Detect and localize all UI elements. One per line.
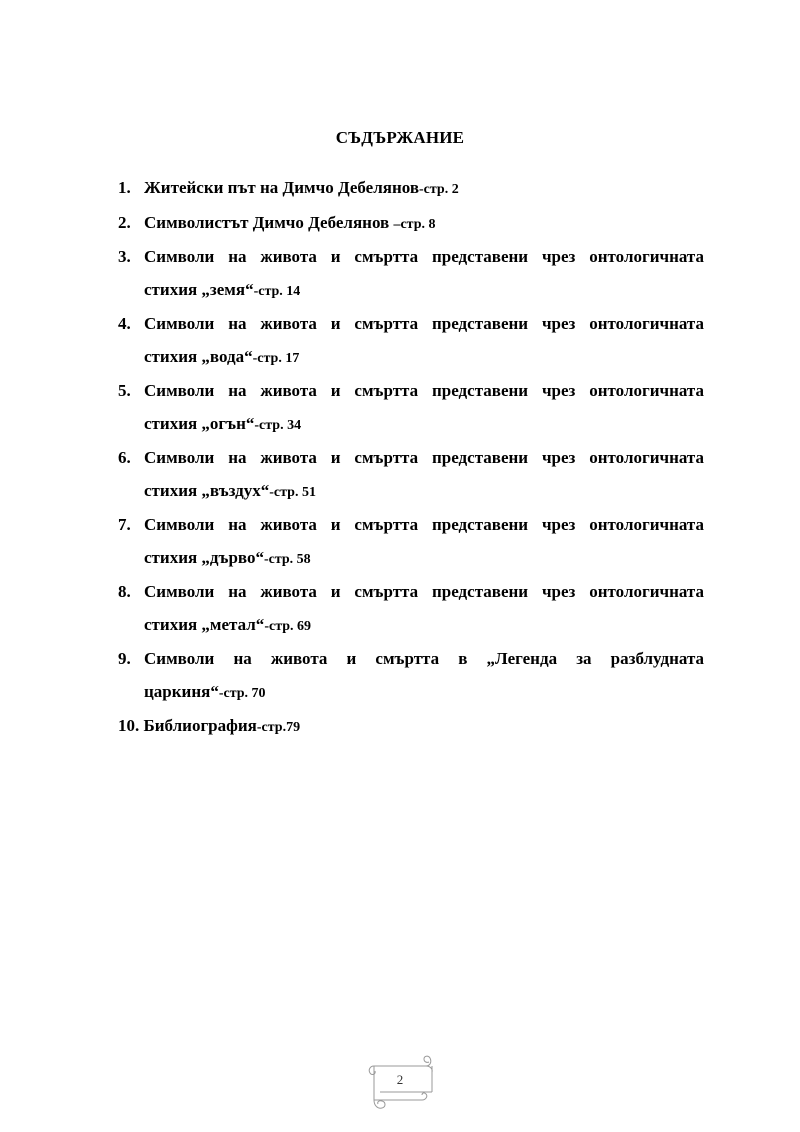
table-of-contents [118, 172, 704, 745]
toc-entry-title-line1: Символи на живота и смъртта представени чрез онтологичната [144, 314, 704, 333]
toc-entry-title-line2: стихия „огън“ [144, 413, 255, 433]
toc-entry-7 [118, 509, 704, 576]
toc-entry-number: 4. [118, 314, 131, 333]
toc-entry-8 [118, 576, 704, 643]
toc-entry-page-ref: -стр.79 [256, 720, 301, 735]
toc-entry-4 [118, 308, 704, 375]
toc-entry-title: Житейски път на Димчо Дебелянов [144, 178, 419, 197]
toc-entry-2 [118, 207, 704, 242]
toc-entry-title-line2: стихия „метал“ [144, 614, 265, 634]
toc-entry-5 [118, 375, 704, 442]
toc-entry-number: 6. [118, 448, 131, 467]
toc-entry-title-line1: Символи на живота и смъртта представени чрез онтологичната [144, 582, 704, 601]
toc-entry-number: 7. [118, 515, 131, 534]
toc-entry-title-line2: стихия „земя“ [144, 279, 254, 299]
toc-entry-title-line2: царкиня“ [144, 681, 219, 701]
toc-entry-title-line1: Символи на живота и смъртта представени чрез онтологичната [144, 247, 704, 266]
toc-entry-title-line1: Символи на живота и смъртта в „Легенда за разблудната [144, 649, 704, 668]
toc-entry-number: 10. [118, 716, 140, 735]
toc-entry-3 [118, 241, 704, 308]
toc-entry-page-ref: -стр. 34 [254, 417, 302, 433]
toc-entry-page-ref: -стр. 69 [264, 618, 312, 634]
toc-entry-number: 3. [118, 247, 131, 266]
toc-entry-6 [118, 442, 704, 509]
toc-entry-10 [118, 710, 704, 745]
toc-entry-title: Символистът Димчо Дебелянов [144, 212, 394, 232]
toc-entry-number: 5. [118, 381, 131, 400]
page-number: 2 [396, 1072, 404, 1087]
toc-entry-1 [118, 172, 704, 207]
toc-entry-page-ref: -стр. 51 [269, 484, 316, 500]
toc-entry-title-line2: стихия „вода“ [144, 346, 253, 366]
page-number-scroll [360, 1054, 440, 1112]
toc-entry-number: 2. [118, 212, 131, 232]
page-title: СЪДЪРЖАНИЕ [335, 128, 465, 147]
toc-entry-title-line2: стихия „въздух“ [144, 480, 270, 500]
toc-entry-title-line1: Символи на живота и смъртта представени чрез онтологичната [144, 515, 704, 534]
toc-entry-page-ref: -стр. 17 [252, 350, 300, 366]
toc-entry-page-ref: -стр. 2 [419, 182, 459, 197]
toc-entry-page-ref: -стр. 70 [218, 685, 266, 701]
toc-entry-page-ref: -стр. 14 [253, 283, 301, 299]
toc-entry-title: Библиография [143, 716, 257, 735]
toc-entry-9 [118, 643, 704, 710]
toc-entry-page-ref: –стр. 8 [393, 216, 436, 232]
toc-entry-number: 8. [118, 582, 131, 601]
toc-entry-title-line1: Символи на живота и смъртта представени чрез онтологичната [144, 448, 704, 467]
toc-entry-page-ref: -стр. 58 [263, 551, 311, 567]
toc-entry-number: 1. [118, 178, 131, 197]
toc-entry-title-line1: Символи на живота и смъртта представени чрез онтологичната [144, 381, 704, 400]
toc-entry-title-line2: стихия „дърво“ [144, 547, 264, 567]
toc-entry-number: 9. [118, 649, 131, 668]
